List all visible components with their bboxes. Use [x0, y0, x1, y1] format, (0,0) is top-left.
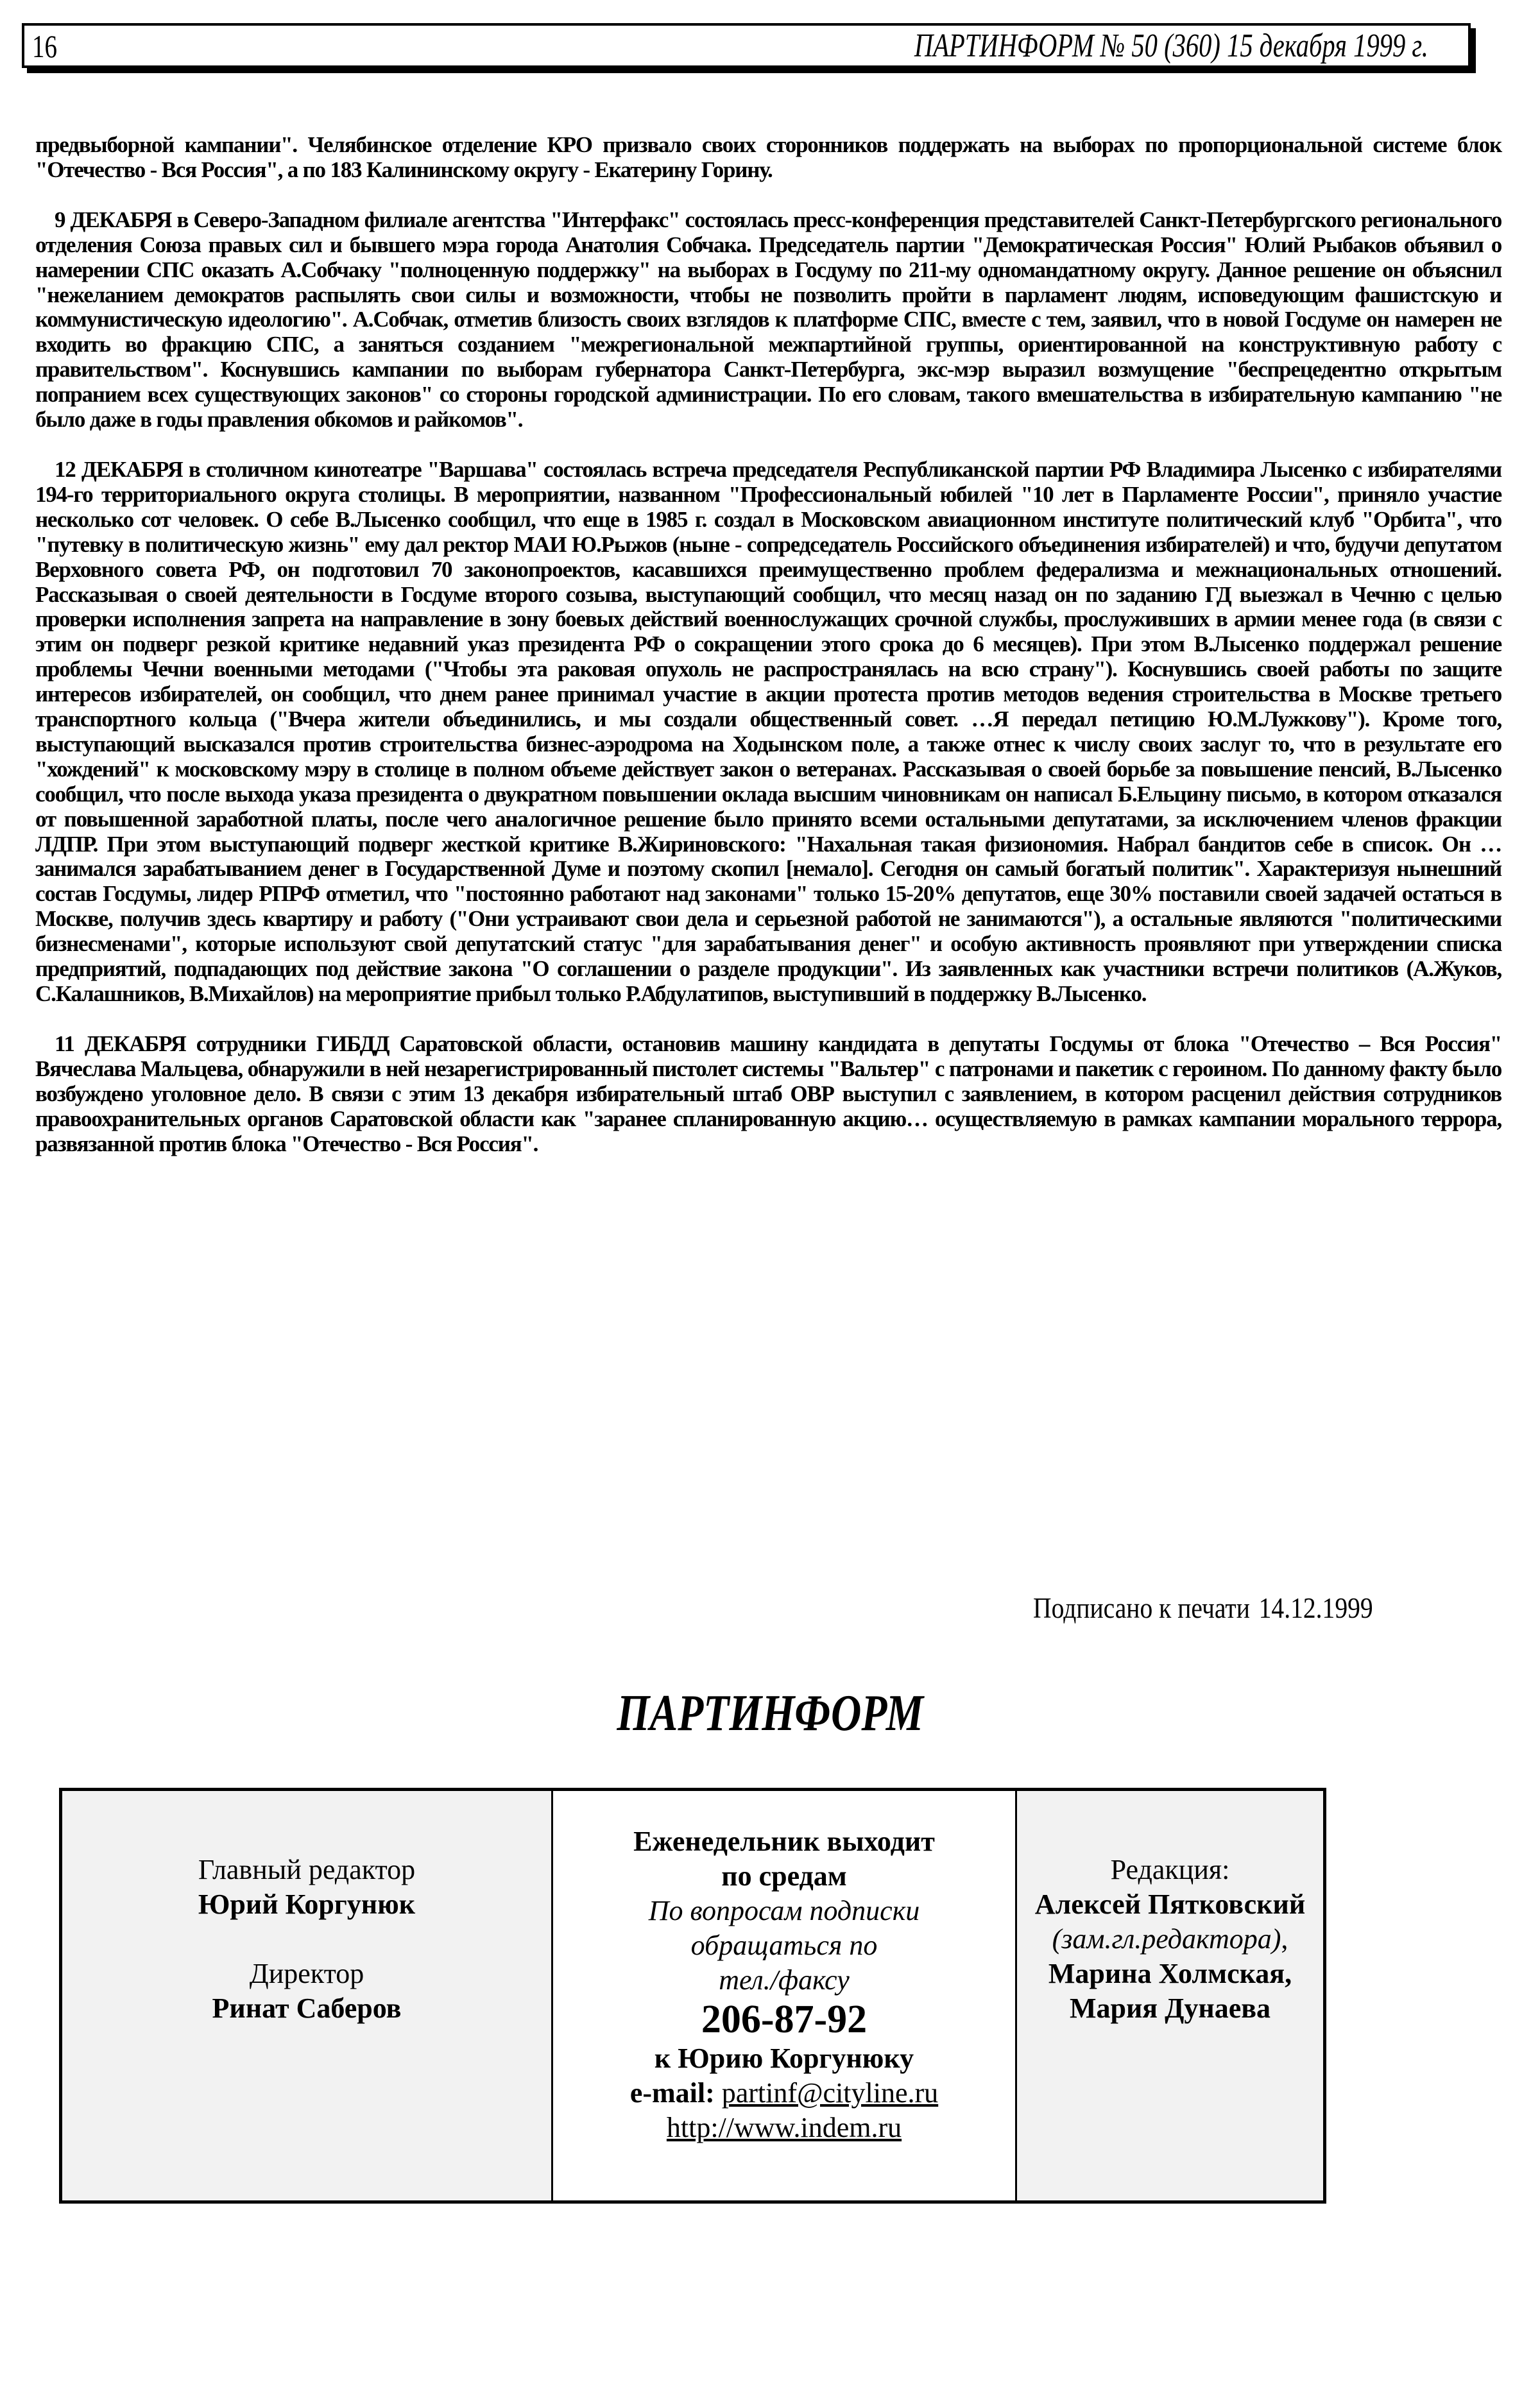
article-paragraph: 12 ДЕКАБРЯ в столичном кинотеатре "Варшава" состоялась встреча председателя Республиканской партии РФ Владимира Лысенко с избирателями 194-го территориального округа столицы. В мероприятии, названном "Профессиональный юбилей "10 лет в Парламенте России", приняло участие несколько сот человек. О себе В.Лысенко сообщил, что еще в 1985 г. создал в Московском авиационном институте политический клуб "Орбита", что "путевку в политическую жизнь" ему дал ректор МАИ Ю.Рыжов (ныне - сопредседатель Российского объединения избирателей) и что, будучи депутатом Верховного совета РФ, он подготовил 70 законопроектов, касавшихся преимущественно проблем федерализма и межнациональных отношений. Рассказывая о своей деятельности в Госдуме второго созыва, выступающий сообщил, что месяц назад он по заданию ГД выезжал в Чечню с целью проверки исполнения запрета на направление в зону боевых действий военнослужащих срочной службы, прослуживших в армии менее года (в связи с этим он подверг резкой критике недавний указ президента РФ о сокращении этого срока до 6 месяцев). При этом В.Лысенко поддержал решение проблемы Чечни военными методами ("Чтобы эта раковая опухоль не распространялась на всю страну"). Коснувшись своей работы по защите интересов избирателей, он сообщил, что днем ранее принимал участие в акции протеста против методов ведения строительства в Москве третьего транспортного кольца ("Вчера жители объединились, и мы создали общественный совет. …Я передал петицию Ю.М.Лужкову"). Кроме того, выступающий высказался против строительства бизнес-аэродрома на Ходынском поле, а также отнес к числу своих заслуг то, что в результате его "хождений" к московскому мэру в столице в полном объеме действует закон о ветеранах. Рассказывая о своей борьбе за повышение пенсий, В.Лысенко сообщил, что после выхода указа президента о двукратном повышении оклада высшим чиновникам он написал Б.Ельцину письмо, в котором отказался от повышенной заработной платы, после чего аналогичное решение было принято всеми остальными депутатами, за исключением членов фракции ЛДПР. При этом выступающий подверг жесткой критике В.Жириновского: "Нахальная такая физиономия. Набрал бандитов себе в список. Он …занимался зарабатыванием денег в Государственной Думе и поэтому скопил [немало]. Сегодня он самый богатый политик". Характеризуя нынешний состав Госдумы, лидер РПРФ отметил, что "постоянно работают над законами" только 15-20% депутатов, еще 30% поставили своей задачей остаться в Москве, получив здесь квартиру и работу ("Они устраивают свои дела и серьезной работой не занимаются"), а остальные являются "политическими бизнесменами", которые используют свой депутатский статус "для зарабатывания денег" и особую активность проявляют при утверждении списка предприятий, подпадающих под действие закона "О соглашении о разделе продукции". Из заявленных как участники встречи политиков (А.Жуков, С.Калашников, В.Михайлов) на мероприятие прибыл только Р.Абдулатипов, выступивший в поддержку В.Лысенко. — [35, 456, 1502, 1006]
article-paragraph: 9 ДЕКАБРЯ в Северо-Западном филиале агентства "Интерфакс" состоялась пресс-конференция представителей Санкт-Петербургского регионального отделения Союза правых сил и бывшего мэра города Анатолия Собчака. Председатель партии "Демократическая Россия" Юлий Рыбаков объявил о намерении СПС оказать А.Собчаку "полноценную поддержку" на выборах в Госдуму по 211-му одномандатному округу. Данное решение он объяснил "нежеланием демократов распылять свои силы и возможности, чтобы не позволить пройти в парламент людям, исповедующим фашистскую и коммунистическую идеологию". А.Собчак, отметив близость своих взглядов к платформе СПС, вместе с тем, заявил, что в новой Госдуме он намерен не входить во фракцию СПС, а заняться созданием "межрегиональной межпартийной группы, ориентированной на конструктивную работу с правительством". Коснувшись кампании по выборам губернатора Санкт-Петербурга, экс-мэр выразил возмущение "беспрецедентно открытым попранием всех существующих законов" со стороны городской администрации. По его словам, такого вмешательства в избирательную кампанию "не было даже в годы правления обкомов и райкомов". — [35, 207, 1502, 433]
editorial-name-3: Мария Дунаева — [1069, 1992, 1271, 2024]
article-paragraph: 11 ДЕКАБРЯ сотрудники ГИБДД Саратовской области, остановив машину кандидата в депутаты Госдумы от блока "Отечество – Вся Россия" Вячеслава Мальцева, обнаружили в ней незарегистрированный пистолет системы "Вальтер" с патронами и пакетик с героином. По данному факту было возбуждено уголовное дело. В связи с этим 13 декабря избирательный штаб ОВР выступил с заявлением, в котором расценил действия сотрудников правоохранительных органов Саратовской области как "заранее спланированную акцию… осуществляемую в рамках кампании морального террора, развязанной против блока "Отечество - Вся Россия". — [35, 1031, 1502, 1156]
editorial-note-row — [1052, 1922, 1288, 1957]
email-label: e-mail: — [629, 2077, 715, 2109]
editorial-name-2: Марина Холмская, — [1048, 1958, 1292, 1989]
masthead — [0, 1684, 1540, 1742]
website-row — [667, 2111, 902, 2145]
subscription-note-2: обращаться по — [690, 1930, 878, 1961]
page-number: 16 — [32, 28, 57, 64]
signed-date: 14.12.1999 — [1258, 1591, 1373, 1624]
editorial-note-suffix: , — [1281, 1923, 1288, 1955]
imprint-table — [59, 1788, 1326, 2204]
running-header — [22, 23, 1471, 68]
email-row — [630, 2076, 938, 2111]
signed-for-print — [1033, 1590, 1373, 1626]
director-role: Директор — [249, 1958, 364, 1989]
editorial-name-1: Алексей Пятковский — [1034, 1889, 1306, 1920]
frequency-line-2: по средам — [721, 1860, 847, 1892]
phone-number: 206-87-92 — [701, 1998, 868, 2041]
contact-person: к Юрию Коргунюку — [654, 2043, 914, 2074]
email-link[interactable]: partinf@cityline.ru — [721, 2077, 939, 2109]
frequency-line-1: Еженедельник выходит — [633, 1826, 935, 1857]
editorial-role: Редакция: — [1110, 1854, 1230, 1885]
masthead-title: ПАРТИНФОРМ — [617, 1685, 923, 1742]
article-paragraph: предвыборной кампании". Челябинское отделение КРО призвало своих сторонников поддержать на выборах по пропорциональной системе блок "Отечество - Вся Россия", а по 183 Калининскому округу - Екатерину Горину. — [35, 132, 1502, 182]
subscription-note-3: тел./факсу — [719, 1964, 850, 1996]
editorial-note: (зам.гл.редактора) — [1052, 1923, 1281, 1955]
editor-role: Главный редактор — [198, 1854, 416, 1885]
imprint-cell-subscription — [553, 1791, 1017, 2200]
website-link[interactable]: http://www.indem.ru — [666, 2112, 902, 2143]
editor-name: Юрий Коргунюк — [198, 1889, 416, 1920]
article-body — [35, 133, 1502, 1181]
subscription-note-1: По вопросам подписки — [648, 1895, 920, 1926]
imprint-cell-editorial — [1017, 1791, 1323, 2200]
director-name: Ринат Саберов — [212, 1992, 402, 2024]
issue-title: ПАРТИНФОРМ № 50 (360) 15 декабря 1999 г. — [914, 28, 1428, 64]
imprint-cell-management — [62, 1791, 553, 2200]
signed-label: Подписано к печати — [1033, 1591, 1250, 1624]
